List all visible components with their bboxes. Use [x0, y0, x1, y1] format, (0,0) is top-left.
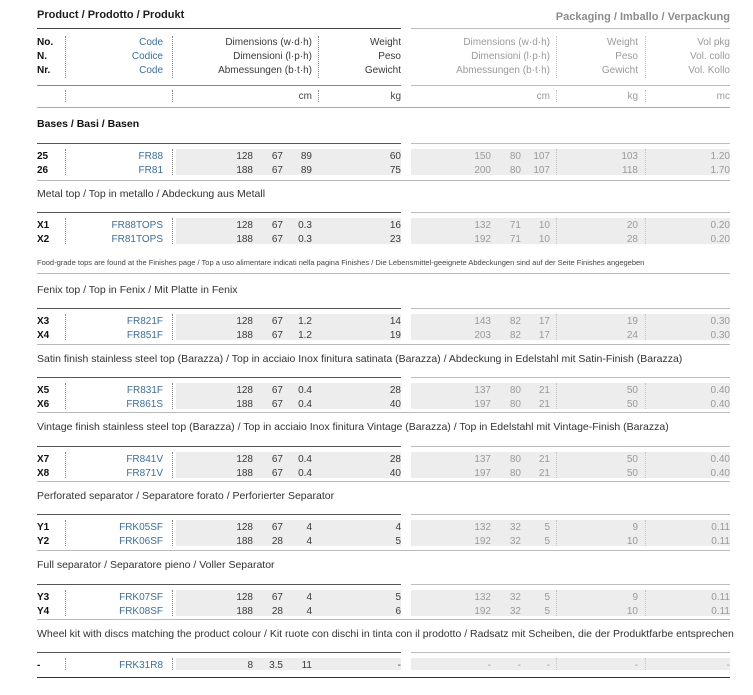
- section-rule-6: [37, 619, 730, 620]
- product-code[interactable]: FR871V: [126, 468, 163, 479]
- product-code[interactable]: FR821F: [126, 316, 163, 327]
- row-number: 25: [37, 151, 49, 162]
- row-group-rule-left: [37, 584, 401, 585]
- dim-height: 4: [306, 592, 312, 603]
- col-code: Code Codice Code: [131, 37, 163, 76]
- pk-height: 107: [533, 165, 550, 176]
- pk-height: 5: [544, 522, 550, 533]
- product-code[interactable]: FR88: [138, 151, 163, 162]
- row-band-left: [176, 658, 401, 670]
- pk-volume: 0.20: [710, 220, 730, 231]
- row-group-rule-right: [411, 308, 730, 309]
- row-band-right: [411, 149, 730, 175]
- product-code[interactable]: FR861S: [126, 399, 163, 410]
- pk-weight: 118: [622, 165, 638, 176]
- row-number: 26: [37, 165, 49, 176]
- unit-kg: kg: [390, 91, 401, 102]
- row-sep: [172, 520, 173, 546]
- dim-width: 188: [236, 606, 253, 617]
- pk-volume: 0.20: [710, 234, 730, 245]
- section-title: Satin finish stainless steel top (Barazza) / Top in acciaio Inox finitura satinata (Barazza) / Abdeckung in Edelstahl mit Satin-Finish (Barazza): [37, 353, 683, 365]
- row-sep: [645, 314, 646, 340]
- dim-depth: 67: [271, 522, 283, 533]
- row-group-rule-right: [411, 212, 730, 213]
- pk-width: 137: [474, 454, 491, 465]
- weight-kg: 4: [395, 522, 401, 533]
- section-title: Bases / Basi / Basen: [37, 118, 140, 130]
- row-sep: [556, 520, 557, 546]
- product-code[interactable]: FRK31R8: [119, 660, 163, 671]
- section-title: Full separator / Separatore pieno / Voller Separator: [37, 559, 275, 571]
- dim-width: 188: [236, 165, 253, 176]
- pk-volume: -: [726, 660, 730, 671]
- pk-height: 5: [544, 536, 550, 547]
- pk-depth: -: [517, 660, 521, 671]
- row-sep: [556, 452, 557, 478]
- row-group-rule-right: [411, 514, 730, 515]
- hdr-sep-4: [556, 36, 557, 78]
- food-grade-note: Food-grade tops are found at the Finishes page / Top a uso alimentare indicati nella pagina Finishes / Die Lebensmittel-geeignete Abdeckungen sind auf der Seite Finishes angegeben: [37, 258, 645, 267]
- units-bottom-rule: [37, 107, 730, 108]
- pk-height: 17: [538, 316, 550, 327]
- dim-width: 128: [236, 151, 253, 162]
- row-band-right: [411, 383, 730, 409]
- product-code[interactable]: FRK05SF: [119, 522, 163, 533]
- section-title: Perforated separator / Separatore forato / Perforierter Separator: [37, 490, 335, 502]
- product-code[interactable]: FR81: [138, 165, 163, 176]
- pk-volume: 0.40: [710, 454, 730, 465]
- row-group-rule-right: [411, 377, 730, 378]
- row-sep: [645, 590, 646, 616]
- pk-depth: 32: [509, 536, 521, 547]
- row-sep: [65, 658, 66, 670]
- pk-width: 150: [474, 151, 491, 162]
- row-number: Y1: [37, 522, 50, 533]
- dim-height: 4: [306, 536, 312, 547]
- pk-weight: 24: [626, 330, 638, 341]
- weight-kg: 14: [389, 316, 401, 327]
- row-sep: [65, 314, 66, 340]
- pk-height: 107: [533, 151, 550, 162]
- pk-height: 21: [538, 399, 550, 410]
- pk-weight: 20: [626, 220, 638, 231]
- pk-weight: 28: [626, 234, 638, 245]
- unit-sep-3: [318, 90, 319, 102]
- dim-height: 4: [306, 606, 312, 617]
- row-sep: [645, 520, 646, 546]
- row-band-right: [411, 218, 730, 244]
- row-band-right: [411, 590, 730, 616]
- row-group-rule-right: [411, 584, 730, 585]
- pk-volume: 0.30: [710, 316, 730, 327]
- section-rule-2: [37, 344, 730, 345]
- row-sep: [172, 590, 173, 616]
- pk-height: 21: [538, 385, 550, 396]
- row-group-rule-right: [411, 446, 730, 447]
- unit-sep-1: [65, 90, 66, 102]
- row-sep: [645, 658, 646, 670]
- dim-height: 0.3: [298, 234, 312, 245]
- row-sep: [172, 149, 173, 175]
- row-group-rule-left: [37, 446, 401, 447]
- pk-weight: -: [634, 660, 638, 671]
- row-number: Y2: [37, 536, 50, 547]
- dim-width: 128: [236, 592, 253, 603]
- row-sep: [172, 452, 173, 478]
- section-rule-1: [37, 273, 730, 274]
- product-code[interactable]: FR831F: [126, 385, 163, 396]
- pk-depth: 32: [509, 592, 521, 603]
- pk-width: -: [487, 660, 491, 671]
- col-dims: Dimensions (w·d·h) Dimensioni (l·p·h) Abmessungen (b·t·h): [218, 37, 312, 76]
- dim-depth: 67: [271, 399, 283, 410]
- header-rule-right: [411, 28, 730, 29]
- col-pk-dims: Dimensions (w·d·h) Dimensioni (l·p·h) Abmessungen (b·t·h): [456, 37, 550, 76]
- pk-depth: 80: [509, 468, 521, 479]
- unit-sep-2: [172, 90, 173, 102]
- product-header-title: Product / Prodotto / Produkt: [37, 9, 185, 21]
- dim-depth: 67: [271, 454, 283, 465]
- dim-depth: 67: [271, 220, 283, 231]
- row-number: -: [37, 660, 41, 671]
- pk-height: 10: [538, 234, 550, 245]
- dim-width: 128: [236, 454, 253, 465]
- row-band-right: [411, 452, 730, 478]
- weight-kg: 28: [389, 385, 401, 396]
- dim-height: 89: [300, 151, 312, 162]
- row-sep: [645, 452, 646, 478]
- pk-volume: 0.40: [710, 468, 730, 479]
- pk-height: -: [546, 660, 550, 671]
- row-band-left: [176, 452, 401, 478]
- row-group-rule-left: [37, 377, 401, 378]
- unit-pk-mc: mc: [716, 91, 730, 102]
- row-sep: [172, 658, 173, 670]
- row-sep: [556, 590, 557, 616]
- row-sep: [65, 383, 66, 409]
- weight-kg: -: [397, 660, 401, 671]
- dim-height: 0.4: [298, 454, 312, 465]
- row-number: Y4: [37, 606, 50, 617]
- row-sep: [65, 218, 66, 244]
- section-title: Fenix top / Top in Fenix / Mit Platte in Fenix: [37, 284, 238, 296]
- dim-height: 0.4: [298, 468, 312, 479]
- section-rule-5: [37, 550, 730, 551]
- row-sep: [556, 149, 557, 175]
- pk-volume: 0.40: [710, 399, 730, 410]
- row-sep: [645, 218, 646, 244]
- pk-depth: 71: [509, 234, 521, 245]
- row-number: X2: [37, 234, 50, 245]
- dim-height: 1.2: [298, 330, 312, 341]
- col-pk-vol: Vol pkg Vol. collo Vol. Kollo: [688, 37, 730, 76]
- row-sep: [172, 383, 173, 409]
- row-group-rule-left: [37, 652, 401, 653]
- unit-cm: cm: [298, 91, 312, 102]
- pk-volume: 0.11: [711, 536, 730, 547]
- row-group-rule-left: [37, 143, 401, 144]
- pk-height: 5: [544, 606, 550, 617]
- pk-volume: 1.70: [710, 165, 730, 176]
- dim-height: 0.3: [298, 220, 312, 231]
- section-rule-4: [37, 481, 730, 482]
- row-sep: [645, 149, 646, 175]
- weight-kg: 40: [389, 399, 401, 410]
- product-code[interactable]: FRK08SF: [119, 606, 163, 617]
- product-code[interactable]: FRK07SF: [119, 592, 163, 603]
- row-number: Y3: [37, 592, 50, 603]
- pk-volume: 0.11: [711, 522, 730, 533]
- dim-width: 128: [236, 220, 253, 231]
- pk-depth: 32: [509, 606, 521, 617]
- section-rule-0: [37, 180, 730, 181]
- row-band-left: [176, 383, 401, 409]
- row-sep: [556, 314, 557, 340]
- row-number: X1: [37, 220, 50, 231]
- row-number: X8: [37, 468, 50, 479]
- pk-depth: 80: [509, 165, 521, 176]
- row-band-left: [176, 590, 401, 616]
- dim-width: 8: [247, 660, 253, 671]
- packaging-header-title: Packaging / Imballo / Verpackung: [555, 11, 730, 23]
- row-band-left: [176, 314, 401, 340]
- pk-width: 192: [474, 234, 491, 245]
- pk-weight: 10: [626, 536, 638, 547]
- section-rule-3: [37, 412, 730, 413]
- pk-depth: 80: [509, 151, 521, 162]
- dim-width: 188: [236, 536, 253, 547]
- row-band-left: [176, 149, 401, 175]
- pk-width: 192: [474, 606, 491, 617]
- pk-depth: 80: [509, 399, 521, 410]
- pk-weight: 9: [632, 522, 638, 533]
- product-code[interactable]: FR851F: [126, 330, 163, 341]
- pk-volume: 0.11: [711, 592, 730, 603]
- pk-width: 192: [474, 536, 491, 547]
- units-rule-left: [37, 85, 401, 86]
- section-rule-7: [37, 677, 730, 678]
- pk-volume: 0.40: [710, 385, 730, 396]
- row-sep: [172, 314, 173, 340]
- pk-depth: 71: [509, 220, 521, 231]
- section-title: Metal top / Top in metallo / Abdeckung aus Metall: [37, 188, 266, 200]
- pk-width: 200: [474, 165, 491, 176]
- dim-depth: 67: [271, 165, 283, 176]
- dim-height: 89: [300, 165, 312, 176]
- hdr-sep-5: [645, 36, 646, 78]
- weight-kg: 5: [395, 592, 401, 603]
- row-number: X5: [37, 385, 50, 396]
- dim-width: 188: [236, 468, 253, 479]
- pk-depth: 82: [509, 330, 521, 341]
- dim-depth: 67: [271, 234, 283, 245]
- dim-width: 188: [236, 330, 253, 341]
- hdr-sep-1: [65, 36, 66, 78]
- pk-width: 132: [474, 220, 491, 231]
- weight-kg: 5: [395, 536, 401, 547]
- row-group-rule-right: [411, 143, 730, 144]
- section-title: Vintage finish stainless steel top (Barazza) / Top in acciaio Inox finitura Vintage (Barazza) / Top in Edelstahl mit Vintage-Finish (Barazza): [37, 421, 669, 433]
- row-group-rule-left: [37, 514, 401, 515]
- pk-volume: 1.20: [710, 151, 730, 162]
- dim-width: 188: [236, 234, 253, 245]
- header-rule-left: [37, 28, 401, 29]
- row-band-right: [411, 520, 730, 546]
- row-number: X6: [37, 399, 50, 410]
- row-sep: [645, 383, 646, 409]
- weight-kg: 75: [389, 165, 401, 176]
- pk-width: 203: [474, 330, 491, 341]
- row-number: X3: [37, 316, 50, 327]
- dim-depth: 67: [271, 385, 283, 396]
- hdr-sep-2: [172, 36, 173, 78]
- pk-height: 10: [538, 220, 550, 231]
- dim-height: 0.4: [298, 385, 312, 396]
- dim-height: 0.4: [298, 399, 312, 410]
- product-code[interactable]: FR88TOPS: [111, 220, 163, 231]
- weight-kg: 19: [389, 330, 401, 341]
- row-band-left: [176, 218, 401, 244]
- weight-kg: 60: [389, 151, 401, 162]
- dim-height: 1.2: [298, 316, 312, 327]
- col-pk-weight: Weight Peso Gewicht: [601, 37, 638, 76]
- row-group-rule-right: [411, 652, 730, 653]
- pk-height: 21: [538, 468, 550, 479]
- row-sep: [556, 658, 557, 670]
- dim-width: 128: [236, 522, 253, 533]
- pk-width: 132: [474, 522, 491, 533]
- weight-kg: 16: [389, 220, 401, 231]
- pk-depth: 32: [509, 522, 521, 533]
- weight-kg: 28: [389, 454, 401, 465]
- pk-weight: 19: [626, 316, 638, 327]
- row-sep: [65, 590, 66, 616]
- row-sep: [65, 452, 66, 478]
- col-weight: Weight Peso Gewicht: [364, 37, 401, 76]
- unit-pk-cm: cm: [536, 91, 550, 102]
- dim-width: 128: [236, 385, 253, 396]
- pk-weight: 10: [626, 606, 638, 617]
- row-number: X4: [37, 330, 50, 341]
- pk-volume: 0.11: [711, 606, 730, 617]
- section-title: Wheel kit with discs matching the product colour / Kit ruote con dischi in tinta con il prodotto / Radsatz mit Scheiben, die der Produktfarbe entsprechen: [37, 628, 734, 640]
- hdr-sep-3: [318, 36, 319, 78]
- pk-weight: 50: [626, 399, 638, 410]
- dim-depth: 3.5: [269, 660, 283, 671]
- dim-height: 11: [301, 660, 312, 671]
- pk-width: 137: [474, 385, 491, 396]
- row-sep: [556, 218, 557, 244]
- pk-depth: 82: [509, 316, 521, 327]
- row-number: X7: [37, 454, 50, 465]
- dim-depth: 67: [271, 316, 283, 327]
- pk-width: 197: [474, 399, 491, 410]
- unit-pk-kg: kg: [627, 91, 638, 102]
- dim-depth: 67: [271, 592, 283, 603]
- dim-depth: 67: [271, 468, 283, 479]
- product-code[interactable]: FR841V: [126, 454, 163, 465]
- weight-kg: 6: [395, 606, 401, 617]
- pk-weight: 103: [621, 151, 638, 162]
- pk-weight: 50: [626, 385, 638, 396]
- dim-depth: 67: [271, 330, 283, 341]
- dim-depth: 28: [271, 536, 283, 547]
- pk-weight: 9: [632, 592, 638, 603]
- col-no: No. N. Nr.: [37, 37, 54, 76]
- pk-width: 197: [474, 468, 491, 479]
- pk-weight: 50: [626, 454, 638, 465]
- weight-kg: 23: [389, 234, 401, 245]
- pk-depth: 80: [509, 385, 521, 396]
- pk-height: 17: [538, 330, 550, 341]
- pk-height: 21: [538, 454, 550, 465]
- row-group-rule-left: [37, 308, 401, 309]
- pk-volume: 0.30: [710, 330, 730, 341]
- unit-sep-4: [556, 90, 557, 102]
- row-group-rule-left: [37, 212, 401, 213]
- row-sep: [172, 218, 173, 244]
- pk-depth: 80: [509, 454, 521, 465]
- dim-width: 188: [236, 399, 253, 410]
- row-sep: [65, 149, 66, 175]
- units-rule-right: [411, 85, 730, 86]
- row-band-left: [176, 520, 401, 546]
- dim-height: 4: [306, 522, 312, 533]
- product-code[interactable]: FR81TOPS: [111, 234, 163, 245]
- row-sep: [65, 520, 66, 546]
- unit-sep-5: [645, 90, 646, 102]
- pk-width: 143: [474, 316, 491, 327]
- weight-kg: 40: [389, 468, 401, 479]
- product-code[interactable]: FRK06SF: [119, 536, 163, 547]
- dim-width: 128: [236, 316, 253, 327]
- dim-depth: 67: [271, 151, 283, 162]
- row-band-right: [411, 658, 730, 670]
- dim-depth: 28: [271, 606, 283, 617]
- pk-height: 5: [544, 592, 550, 603]
- pk-width: 132: [474, 592, 491, 603]
- row-sep: [556, 383, 557, 409]
- row-band-right: [411, 314, 730, 340]
- pk-weight: 50: [626, 468, 638, 479]
